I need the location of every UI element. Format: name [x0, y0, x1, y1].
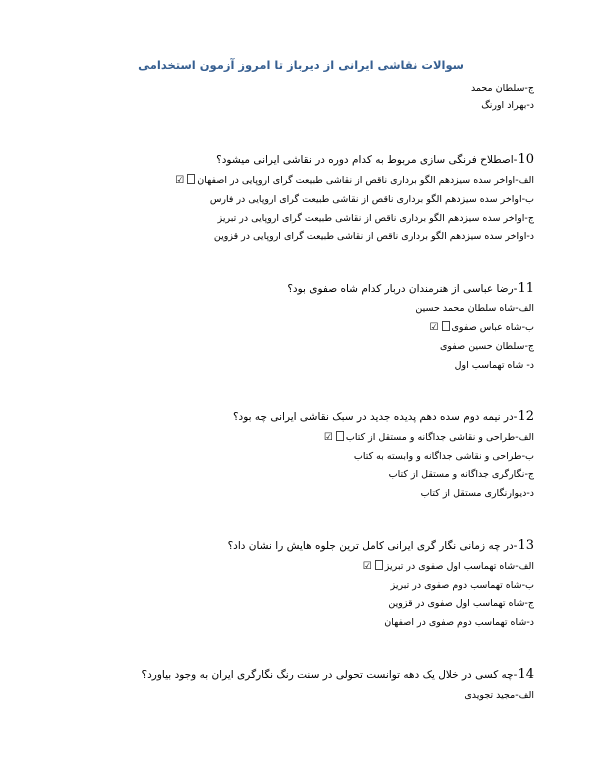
question-text: -رضا عباسی از هنرمندان دربار کدام شاه صفوی بود؟ [287, 283, 518, 295]
question-10 [216, 153, 534, 167]
q10-option-d: د-اواخر سده سیزدهم الگو برداری ناقص از نقاشی طبیعت گرای اروپایی در قزوین [213, 231, 534, 242]
question-text: -در چه زمانی نگار گری ایرانی کامل ترین جلوه هایش را نشان داد؟ [227, 540, 518, 552]
q11-option-d: د- شاه تهماسب اول [454, 360, 534, 371]
question-text: -چه کسی در خلال یک دهه توانست تحولی در سنت رنگ نگارگری ایران به وجود بیاورد؟ [141, 669, 518, 681]
q12-option-d: د-دیوارنگاری مستقل از کتاب [420, 488, 534, 499]
q11-option-a: الف-شاه سلطان محمد حسین [415, 303, 534, 314]
q10-option-c: ج-اواخر سده سیزدهم الگو برداری ناقص از نقاشی طبیعت گرای اروپایی در تبریز [217, 213, 534, 224]
checked-box-icon: ☑ [175, 175, 185, 186]
question-14 [142, 668, 534, 682]
question-13 [228, 539, 534, 553]
question-12 [233, 410, 534, 424]
q10-option-a [175, 174, 534, 188]
q14-option-a: الف-مجید تجویدی [464, 690, 534, 701]
q11-option-c: ج-سلطان حسین صفوی [439, 341, 534, 352]
option-text: الف-شاه تهماسب اول صفوی در تبریز [384, 561, 534, 572]
page-title: سوالات نقاشی ایرانی از دیرباز تا امروز آزمون استخدامی [138, 58, 464, 72]
prev-option-d: د-بهراد اورنگ [481, 100, 534, 111]
empty-box-icon [442, 321, 450, 331]
option-text: ب-شاه عباس صفوی [451, 322, 534, 333]
q13-option-a [363, 560, 534, 574]
question-number: 12 [517, 409, 534, 424]
question-number: 11 [517, 281, 534, 296]
q12-option-b: ب-طراحی و نقاشی جداگانه و وابسته به کتاب [353, 451, 534, 462]
prev-option-c: ج-سلطان محمد [470, 83, 534, 94]
q13-option-b: ب-شاه تهماسب دوم صفوی در تبریز [390, 580, 534, 591]
question-11 [287, 282, 534, 296]
question-text: -در نیمه دوم سده دهم پدیده جدید در سبک نقاشی ایرانی چه بود؟ [232, 411, 518, 423]
question-number: 14 [517, 667, 534, 682]
question-number: 10 [517, 152, 534, 167]
question-number: 13 [517, 538, 534, 553]
q11-option-b [430, 321, 534, 335]
checked-box-icon: ☑ [362, 561, 372, 572]
option-text: الف-اواخر سده سیزدهم الگو برداری ناقص از نقاشی طبیعت گرای اروپایی در اصفهان [197, 175, 534, 186]
q13-option-d: د-شاه تهماسب دوم صفوی در اصفهان [384, 617, 534, 628]
q12-option-a [324, 431, 534, 445]
q13-option-c: ج-شاه تهماسب اول صفوی در قزوین [388, 598, 534, 609]
empty-box-icon [375, 560, 383, 570]
option-text: الف-طراحی و نقاشی جداگانه و مستقل از کتاب [345, 432, 534, 443]
q10-option-b: ب-اواخر سده سیزدهم الگو برداری ناقص از نقاشی طبیعت گرای اروپایی در فارس [209, 194, 534, 205]
empty-box-icon [187, 174, 195, 184]
question-text: -اصطلاح فرنگی سازی مربوط به کدام دوره در نقاشی ایرانی میشود؟ [216, 154, 518, 166]
q12-option-c: ج-نگارگری جداگانه و مستقل از کتاب [388, 469, 534, 480]
empty-box-icon [336, 431, 344, 441]
checked-box-icon: ☑ [429, 322, 439, 333]
checked-box-icon: ☑ [323, 432, 333, 443]
